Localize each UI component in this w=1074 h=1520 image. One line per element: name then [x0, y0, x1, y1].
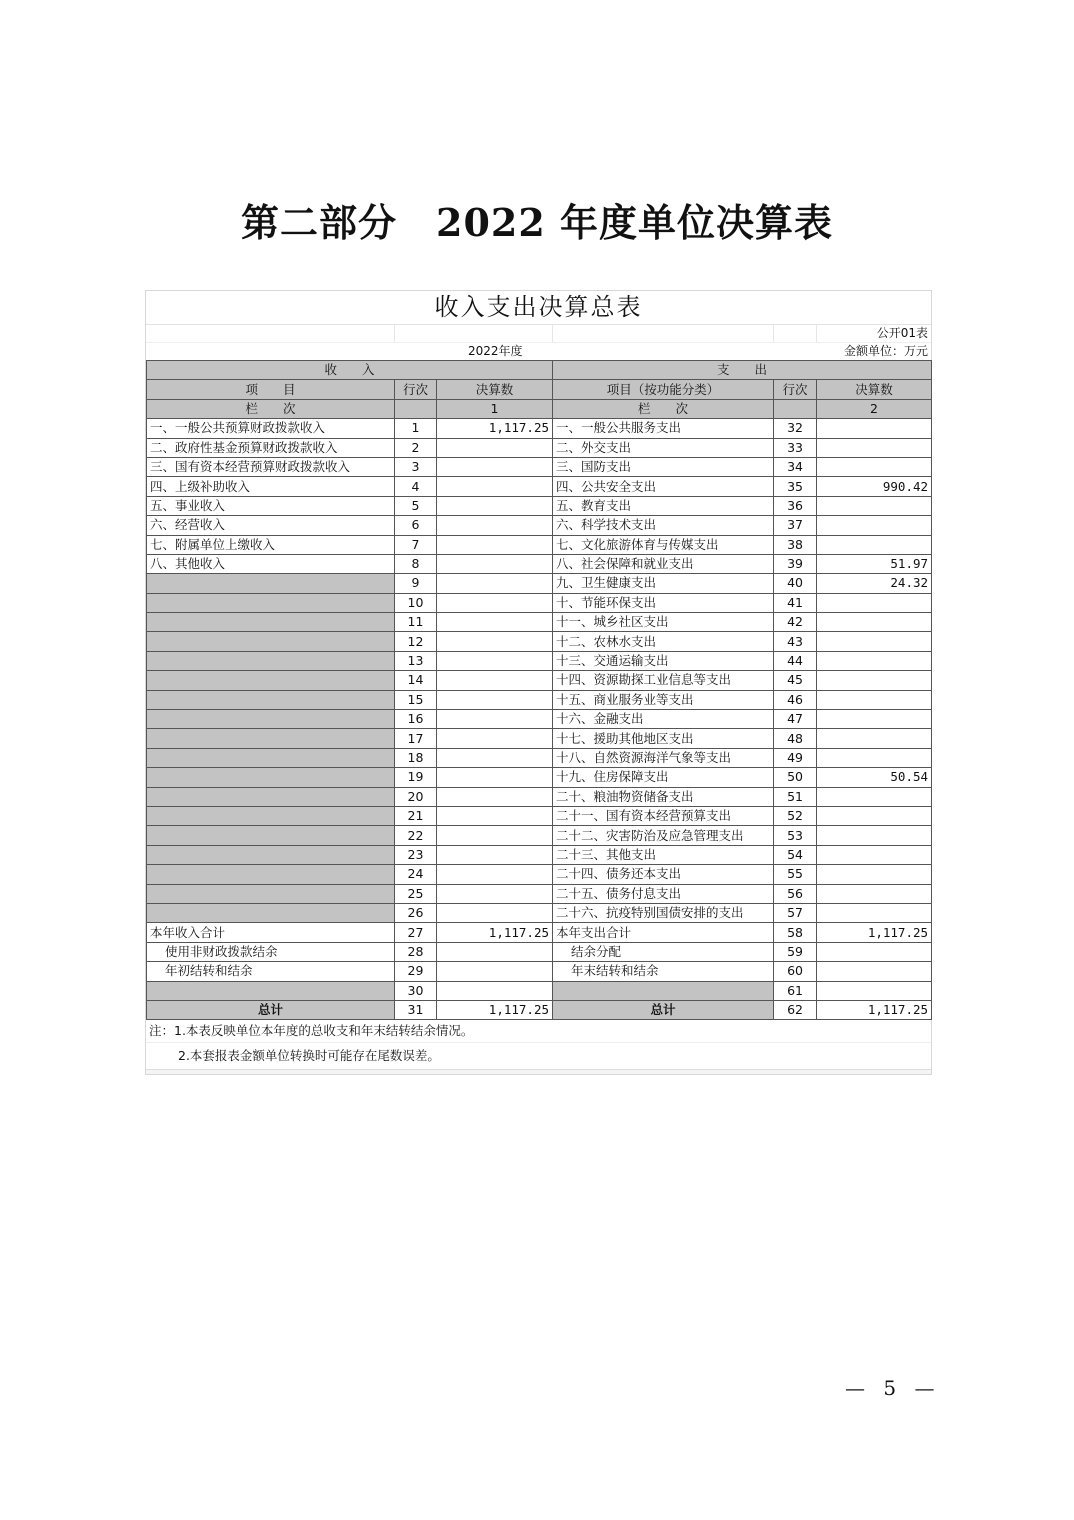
income-amount [437, 574, 553, 593]
expense-item-label: 本年支出合计 [553, 923, 774, 942]
income-item-label [147, 690, 395, 709]
expense-amount [817, 671, 932, 690]
income-row-number: 3 [395, 457, 437, 476]
income-row-number: 28 [395, 942, 437, 961]
expense-column-label: 栏 次 [553, 399, 774, 418]
summary-row [147, 962, 932, 981]
income-amount [437, 496, 553, 515]
income-item-label [147, 903, 395, 922]
total-row [147, 1000, 932, 1019]
table-row [147, 671, 932, 690]
expense-amount [817, 632, 932, 651]
income-column-label: 栏 次 [147, 399, 395, 418]
income-amount [437, 632, 553, 651]
income-amount [437, 593, 553, 612]
expense-item-label: 七、文化旅游体育与传媒支出 [553, 535, 774, 554]
expense-item-header: 项目（按功能分类） [553, 380, 774, 399]
income-amount [437, 865, 553, 884]
expense-item-label: 九、卫生健康支出 [553, 574, 774, 593]
income-item-label [147, 710, 395, 729]
expense-item-label: 四、公共安全支出 [553, 477, 774, 496]
income-amount [437, 438, 553, 457]
expense-amount [817, 516, 932, 535]
table-row [147, 768, 932, 787]
expense-row-number: 47 [774, 710, 817, 729]
expense-item-label: 十五、商业服务业等支出 [553, 690, 774, 709]
income-row-number: 7 [395, 535, 437, 554]
note-2: 2.本套报表金额单位转换时可能存在尾数误差。 [178, 1048, 440, 1064]
summary-table [146, 360, 932, 1020]
income-item-label [147, 768, 395, 787]
expense-amount [817, 651, 932, 670]
year-unit-row [146, 343, 931, 360]
income-item-label: 年初结转和结余 [147, 962, 395, 981]
table-row [147, 632, 932, 651]
expense-row-number: 32 [774, 419, 817, 438]
expense-row-number: 48 [774, 729, 817, 748]
expense-row-number: 44 [774, 651, 817, 670]
income-row-number: 23 [395, 845, 437, 864]
note-1: 注：1.本表反映单位本年度的总收支和年末结转结余情况。 [146, 1020, 931, 1043]
income-item-label [147, 981, 395, 1000]
table-row [147, 613, 932, 632]
expense-row-number: 46 [774, 690, 817, 709]
expense-item-label: 总计 [553, 1000, 774, 1019]
expense-item-label: 二十三、其他支出 [553, 845, 774, 864]
expense-item-label: 二、外交支出 [553, 438, 774, 457]
income-row-number: 19 [395, 768, 437, 787]
expense-item-label: 十九、住房保障支出 [553, 768, 774, 787]
expense-section-header: 支 出 [553, 361, 932, 380]
expense-amount [817, 942, 932, 961]
income-item-label: 二、政府性基金预算财政拨款收入 [147, 438, 395, 457]
table-row [147, 710, 932, 729]
expense-row-number: 51 [774, 787, 817, 806]
expense-row-number: 50 [774, 768, 817, 787]
table-row [147, 593, 932, 612]
expense-item-label: 二十五、债务付息支出 [553, 884, 774, 903]
expense-amount [817, 748, 932, 767]
income-item-label [147, 826, 395, 845]
income-column-index: 1 [437, 399, 553, 418]
expense-row-number: 52 [774, 806, 817, 825]
income-row-number: 22 [395, 826, 437, 845]
income-item-label: 使用非财政拨款结余 [147, 942, 395, 961]
income-amount [437, 477, 553, 496]
table-row [147, 496, 932, 515]
table-row [147, 826, 932, 845]
income-item-label [147, 729, 395, 748]
income-amount [437, 535, 553, 554]
section-header-row [147, 361, 932, 380]
table-row [147, 535, 932, 554]
table-row [147, 457, 932, 476]
income-item-label [147, 613, 395, 632]
income-row-number: 31 [395, 1000, 437, 1019]
income-row-number: 2 [395, 438, 437, 457]
expense-item-label: 五、教育支出 [553, 496, 774, 515]
page-title: 第二部分 2022 年度单位决算表 [241, 200, 833, 245]
income-amount [437, 554, 553, 573]
expense-amount [817, 710, 932, 729]
expense-item-label: 十八、自然资源海洋气象等支出 [553, 748, 774, 767]
expense-item-label [553, 981, 774, 1000]
income-row-number: 27 [395, 923, 437, 942]
expense-row-number: 53 [774, 826, 817, 845]
expense-item-label: 八、社会保障和就业支出 [553, 554, 774, 573]
expense-amount [817, 962, 932, 981]
expense-amount [817, 535, 932, 554]
expense-amount [817, 419, 932, 438]
income-item-label [147, 632, 395, 651]
income-amount [437, 690, 553, 709]
income-row-number: 16 [395, 710, 437, 729]
income-expense-summary-sheet [145, 290, 932, 1075]
expense-item-label: 结余分配 [553, 942, 774, 961]
expense-amount [817, 457, 932, 476]
expense-column-index: 2 [817, 399, 932, 418]
expense-item-label: 十七、援助其他地区支出 [553, 729, 774, 748]
amount-unit: 金额单位：万元 [843, 344, 928, 358]
income-row-number: 8 [395, 554, 437, 573]
table-row [147, 516, 932, 535]
table-row [147, 477, 932, 496]
summary-row [147, 981, 932, 1000]
expense-amount: 1,117.25 [817, 1000, 932, 1019]
expense-item-label: 二十四、债务还本支出 [553, 865, 774, 884]
expense-row-number: 38 [774, 535, 817, 554]
expense-item-label: 十、节能环保支出 [553, 593, 774, 612]
income-row-number: 9 [395, 574, 437, 593]
expense-amount [817, 903, 932, 922]
expense-item-label: 十六、金融支出 [553, 710, 774, 729]
expense-amount: 24.32 [817, 574, 932, 593]
expense-row-number: 58 [774, 923, 817, 942]
column-index-row [147, 399, 932, 418]
expense-amount [817, 613, 932, 632]
expense-amount [817, 806, 932, 825]
income-section-header: 收 入 [147, 361, 553, 380]
table-row [147, 787, 932, 806]
notes [146, 1020, 931, 1069]
income-row-number: 20 [395, 787, 437, 806]
expense-amount: 51.97 [817, 554, 932, 573]
expense-row-number: 45 [774, 671, 817, 690]
expense-item-label: 二十一、国有资本经营预算支出 [553, 806, 774, 825]
expense-row-number: 55 [774, 865, 817, 884]
income-item-label: 一、一般公共预算财政拨款收入 [147, 419, 395, 438]
table-row [147, 748, 932, 767]
expense-item-label: 十二、农林水支出 [553, 632, 774, 651]
expense-row-number: 33 [774, 438, 817, 457]
expense-amount: 50.54 [817, 768, 932, 787]
table-row [147, 884, 932, 903]
income-amount [437, 981, 553, 1000]
expense-amount [817, 981, 932, 1000]
table-row [147, 690, 932, 709]
income-amount [437, 845, 553, 864]
income-item-label: 三、国有资本经营预算财政拨款收入 [147, 457, 395, 476]
expense-amount [817, 884, 932, 903]
expense-item-label: 二十六、抗疫特别国债安排的支出 [553, 903, 774, 922]
income-amount: 1,117.25 [437, 419, 553, 438]
expense-amount [817, 593, 932, 612]
income-row-number: 24 [395, 865, 437, 884]
table-row [147, 554, 932, 573]
income-row-number: 1 [395, 419, 437, 438]
expense-item-label: 六、科学技术支出 [553, 516, 774, 535]
income-row-number: 13 [395, 651, 437, 670]
expense-row-number: 36 [774, 496, 817, 515]
expense-amount [817, 438, 932, 457]
table-row [147, 729, 932, 748]
expense-row-number: 54 [774, 845, 817, 864]
income-item-label: 总计 [147, 1000, 395, 1019]
income-item-label [147, 651, 395, 670]
income-item-label [147, 593, 395, 612]
income-row-number: 15 [395, 690, 437, 709]
income-row-number: 30 [395, 981, 437, 1000]
income-row-number: 12 [395, 632, 437, 651]
income-item-label [147, 806, 395, 825]
income-amount [437, 613, 553, 632]
table-row [147, 865, 932, 884]
expense-row-number: 60 [774, 962, 817, 981]
expense-item-label: 三、国防支出 [553, 457, 774, 476]
income-row-number: 10 [395, 593, 437, 612]
expense-row-number: 39 [774, 554, 817, 573]
expense-row-number: 34 [774, 457, 817, 476]
income-amount: 1,117.25 [437, 1000, 553, 1019]
income-item-label: 本年收入合计 [147, 923, 395, 942]
income-item-label [147, 671, 395, 690]
income-row-number: 6 [395, 516, 437, 535]
expense-amount: 990.42 [817, 477, 932, 496]
expense-row-number: 35 [774, 477, 817, 496]
form-number: 公开01表 [876, 326, 928, 340]
income-row-number: 29 [395, 962, 437, 981]
income-row-number: 17 [395, 729, 437, 748]
income-amount-header: 决算数 [437, 380, 553, 399]
expense-row-number: 49 [774, 748, 817, 767]
income-item-label [147, 845, 395, 864]
expense-amount: 1,117.25 [817, 923, 932, 942]
income-amount [437, 768, 553, 787]
expense-amount [817, 826, 932, 845]
expense-amount [817, 787, 932, 806]
income-amount: 1,117.25 [437, 923, 553, 942]
income-row-number: 11 [395, 613, 437, 632]
page-number: — 5 — [845, 1376, 941, 1400]
expense-item-label: 十一、城乡社区支出 [553, 613, 774, 632]
income-item-label [147, 787, 395, 806]
income-amount [437, 729, 553, 748]
expense-row-number: 57 [774, 903, 817, 922]
income-amount [437, 826, 553, 845]
income-amount [437, 651, 553, 670]
expense-row-number: 61 [774, 981, 817, 1000]
expense-item-label: 十三、交通运输支出 [553, 651, 774, 670]
income-amount [437, 671, 553, 690]
income-row-number: 5 [395, 496, 437, 515]
expense-item-label: 二十二、灾害防治及应急管理支出 [553, 826, 774, 845]
table-row [147, 419, 932, 438]
summary-row [147, 942, 932, 961]
income-item-label [147, 748, 395, 767]
expense-row-number: 37 [774, 516, 817, 535]
expense-row-number: 42 [774, 613, 817, 632]
expense-amount [817, 845, 932, 864]
income-item-label: 七、附属单位上缴收入 [147, 535, 395, 554]
expense-row-number: 41 [774, 593, 817, 612]
table-row [147, 903, 932, 922]
income-item-label: 五、事业收入 [147, 496, 395, 515]
income-row-number: 26 [395, 903, 437, 922]
income-amount [437, 710, 553, 729]
expense-amount [817, 729, 932, 748]
income-row-number: 4 [395, 477, 437, 496]
table-row [147, 438, 932, 457]
income-item-label: 六、经营收入 [147, 516, 395, 535]
income-amount [437, 942, 553, 961]
expense-row-number: 59 [774, 942, 817, 961]
income-item-label [147, 884, 395, 903]
expense-item-label: 一、一般公共服务支出 [553, 419, 774, 438]
expense-row-number: 62 [774, 1000, 817, 1019]
column-header-row [147, 380, 932, 399]
income-item-header: 项 目 [147, 380, 395, 399]
sheet-title: 收入支出决算总表 [146, 291, 931, 325]
table-row [147, 845, 932, 864]
income-amount [437, 457, 553, 476]
income-amount [437, 806, 553, 825]
income-amount [437, 748, 553, 767]
expense-amount [817, 496, 932, 515]
income-amount [437, 962, 553, 981]
income-row-number: 14 [395, 671, 437, 690]
table-row [147, 574, 932, 593]
expense-amount-header: 决算数 [817, 380, 932, 399]
expense-row-number: 56 [774, 884, 817, 903]
income-amount [437, 903, 553, 922]
income-amount [437, 516, 553, 535]
form-number-row [146, 325, 931, 343]
expense-amount [817, 865, 932, 884]
table-row [147, 651, 932, 670]
expense-row-no-header: 行次 [774, 380, 817, 399]
expense-item-label: 二十、粮油物资储备支出 [553, 787, 774, 806]
income-row-number: 25 [395, 884, 437, 903]
income-amount [437, 787, 553, 806]
income-item-label: 四、上级补助收入 [147, 477, 395, 496]
table-row [147, 806, 932, 825]
expense-row-number: 40 [774, 574, 817, 593]
expense-amount [817, 690, 932, 709]
income-row-number: 21 [395, 806, 437, 825]
income-item-label: 八、其他收入 [147, 554, 395, 573]
summary-row [147, 923, 932, 942]
report-year: 2022年度 [468, 344, 523, 358]
expense-item-label: 十四、资源勘探工业信息等支出 [553, 671, 774, 690]
expense-item-label: 年末结转和结余 [553, 962, 774, 981]
expense-row-number: 43 [774, 632, 817, 651]
income-row-number: 18 [395, 748, 437, 767]
income-amount [437, 884, 553, 903]
income-item-label [147, 865, 395, 884]
income-item-label [147, 574, 395, 593]
income-row-no-header: 行次 [395, 380, 437, 399]
